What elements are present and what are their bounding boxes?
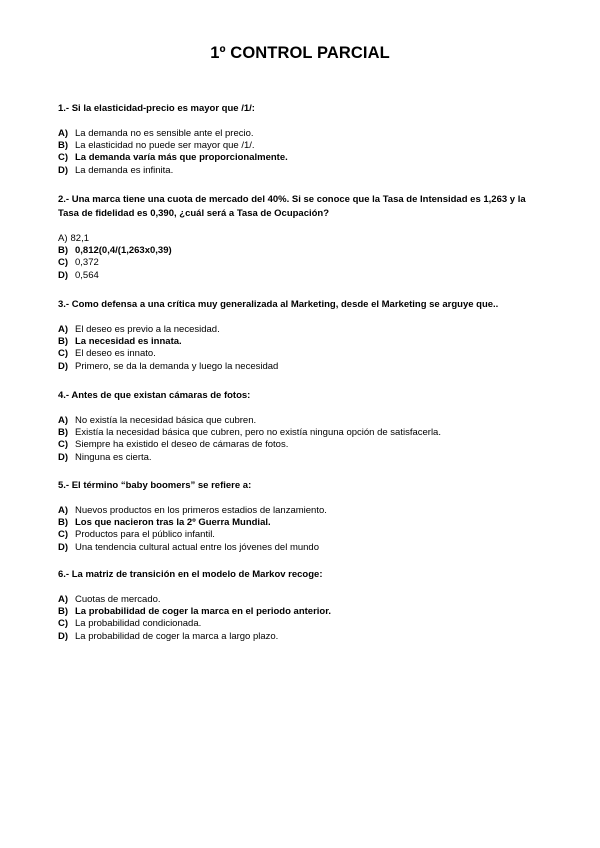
option-letter: C) [58,618,69,630]
question-text: 6.- La matriz de transición en el modelo de Markov recoge: [58,569,323,580]
option-text: La probabilidad condicionada. [75,618,202,630]
option-letter: C) [58,257,69,269]
option-text: El deseo es previo a la necesidad. [75,324,220,335]
option-text: Los que nacieron tras la 2º Guerra Mundial. [75,517,271,529]
option-letter: B) [58,427,69,439]
option-list [58,415,548,464]
option-a [58,324,548,336]
option-text: 0,564 [75,269,99,281]
option-d [58,361,548,373]
option-text: La necesidad es innata. [75,336,182,348]
option-letter: C) [58,439,69,451]
option-text: Nuevos productos en los primeros estadios de lanzamiento. [75,505,327,516]
option-text: Productos para el público infantil. [75,529,215,541]
option-text: Siempre ha existido el deseo de cámaras de fotos. [75,439,289,451]
option-letter: D) [58,541,69,553]
option-b [58,336,548,348]
option-b [58,517,548,529]
option-letter: A) [58,415,69,426]
question-1 [58,102,548,177]
option-text: La probabilidad de coger la marca a largo plazo. [75,630,279,642]
question-4 [58,389,548,464]
question-6 [58,568,548,643]
option-a [58,233,548,245]
option-letter: A) [58,505,69,516]
option-d [58,452,548,464]
option-letter: A) [58,233,68,244]
question-text: 5.- El término “baby boomers” se refiere a: [58,480,252,491]
option-text: Una tendencia cultural actual entre los jóvenes del mundo [75,541,319,553]
option-list [58,505,548,554]
option-c [58,152,548,164]
option-text: La demanda varía más que proporcionalmente. [75,152,288,164]
option-text: La demanda no es sensible ante el precio. [75,128,254,139]
option-c [58,348,548,360]
option-c [58,529,548,541]
option-text: La elasticidad no puede ser mayor que /1/. [75,140,255,152]
option-letter: B) [58,140,69,152]
option-list [58,324,548,373]
option-a [58,594,548,606]
page-title: 1º CONTROL PARCIAL [210,44,390,62]
option-text: El deseo es innato. [75,348,156,360]
option-c [58,439,548,451]
option-letter: C) [58,348,69,360]
option-text: Ninguna es cierta. [75,451,152,463]
option-letter: D) [58,451,69,463]
option-letter: A) [58,594,69,605]
option-text: Cuotas de mercado. [75,594,161,605]
option-letter: B) [58,245,69,257]
question-text: 3.- Como defensa a una crítica muy generalizada al Marketing, desde el Marketing se arguye que.. [58,299,499,310]
option-c [58,618,548,630]
option-text: No existía la necesidad básica que cubren. [75,415,257,426]
option-letter: A) [58,324,69,335]
option-text: 0,812(0,4/(1,263x0,39) [75,245,172,257]
question-text: 2.- Una marca tiene una cuota de mercado del 40%. Si se conoce que la Tasa de Intensidad es 1,263 y la Tasa de fidelidad es 0,390, ¿cuál será a Tasa de Ocupación? [58,194,526,219]
option-letter: A) [58,128,69,139]
option-b [58,140,548,152]
option-b [58,245,548,257]
question-text: 1.- Si la elasticidad-precio es mayor que /1/: [58,103,255,114]
option-list [58,594,548,643]
option-a [58,128,548,140]
option-d [58,542,548,554]
option-text: 82,1 [70,233,89,244]
option-text: 0,372 [75,257,99,269]
option-letter: C) [58,152,69,164]
option-letter: B) [58,606,69,618]
option-letter: D) [58,360,69,372]
option-d [58,165,548,177]
option-text: Primero, se da la demanda y luego la necesidad [75,360,279,372]
option-letter: C) [58,529,69,541]
option-d [58,270,548,282]
option-a [58,505,548,517]
option-letter: D) [58,164,69,176]
option-list [58,233,548,282]
option-b [58,427,548,439]
option-text: La demanda es infinita. [75,164,174,176]
question-5 [58,479,548,554]
question-3 [58,298,548,373]
option-d [58,631,548,643]
option-text: La probabilidad de coger la marca en el periodo anterior. [75,606,332,618]
option-letter: B) [58,517,69,529]
option-letter: D) [58,269,69,281]
question-text: 4.- Antes de que existan cámaras de fotos: [58,390,251,401]
option-list [58,128,548,177]
option-text: Existía la necesidad básica que cubren, pero no existía ninguna opción de satisfacerla. [75,427,441,439]
option-b [58,606,548,618]
question-2 [58,193,548,282]
option-c [58,257,548,269]
option-letter: D) [58,630,69,642]
option-a [58,415,548,427]
option-letter: B) [58,336,69,348]
